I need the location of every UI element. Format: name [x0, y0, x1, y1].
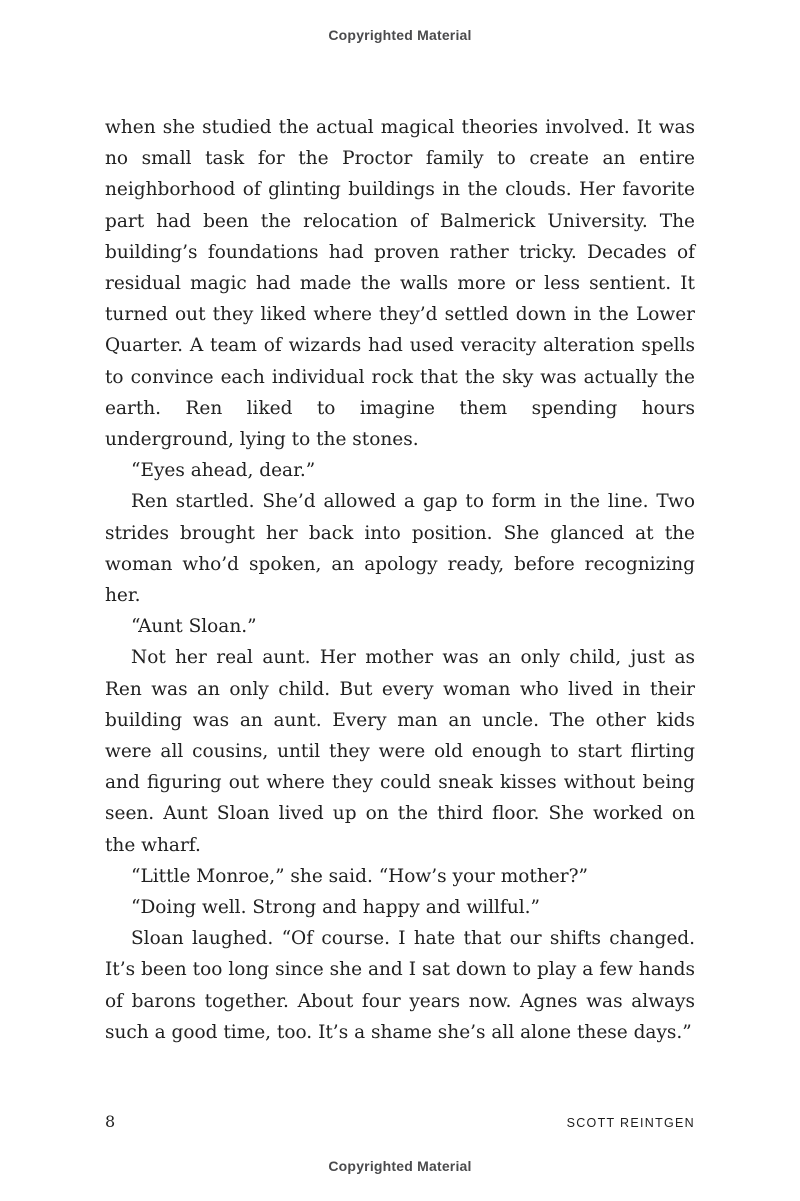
paragraph: “Little Monroe,” she said. “How’s your mother?”: [131, 865, 588, 887]
paragraph: “Doing well. Strong and happy and willful.”: [131, 897, 540, 919]
paragraph: Ren startled. She’d allowed a gap to form in the line. Two strides brought her back into position. She glanced at the woman who’d spoken, an apology ready, before recognizing her.: [105, 491, 695, 607]
page-number: 8: [105, 1112, 116, 1131]
running-footer-author: SCOTT REINTGEN: [566, 1116, 695, 1130]
copyright-notice-top: Copyrighted Material: [328, 27, 472, 43]
copyright-notice-bottom: Copyrighted Material: [328, 1158, 472, 1174]
paragraph: Sloan laughed. “Of course. I hate that our shifts changed. It’s been too long since she and I sat down to play a few hands of barons together. About four years now. Agnes was always such a good time, too. It’s a shame she’s all alone these days.”: [105, 928, 695, 1043]
page-footer: [105, 1112, 695, 1131]
paragraph: when she studied the actual magical theories involved. It was no small task for the Proctor family to create an entire neighborhood of glinting buildings in the clouds. Her favorite part had been the relocation of Balmerick University. The building’s foundations had proven rather tricky. Decades of residual magic had made the walls more or less sentient. It turned out they liked where they’d settled down in the Lower Quarter. A team of wizards had used veracity alteration spells to convince each individual rock that the sky was actually the earth. Ren liked to imagine them spending hours underground, lying to the stones.: [105, 117, 695, 451]
paragraph: “Aunt Sloan.”: [131, 616, 257, 638]
book-page-text: [105, 112, 695, 1048]
paragraph: “Eyes ahead, dear.”: [131, 460, 316, 482]
paragraph: Not her real aunt. Her mother was an only child, just as Ren was an only child. But every woman who lived in their building was an aunt. Every man an uncle. The other kids were all cousins, until they were old enough to start flirting and figuring out where they could sneak kisses without being seen. Aunt Sloan lived up on the third floor. She worked on the wharf.: [105, 647, 695, 856]
